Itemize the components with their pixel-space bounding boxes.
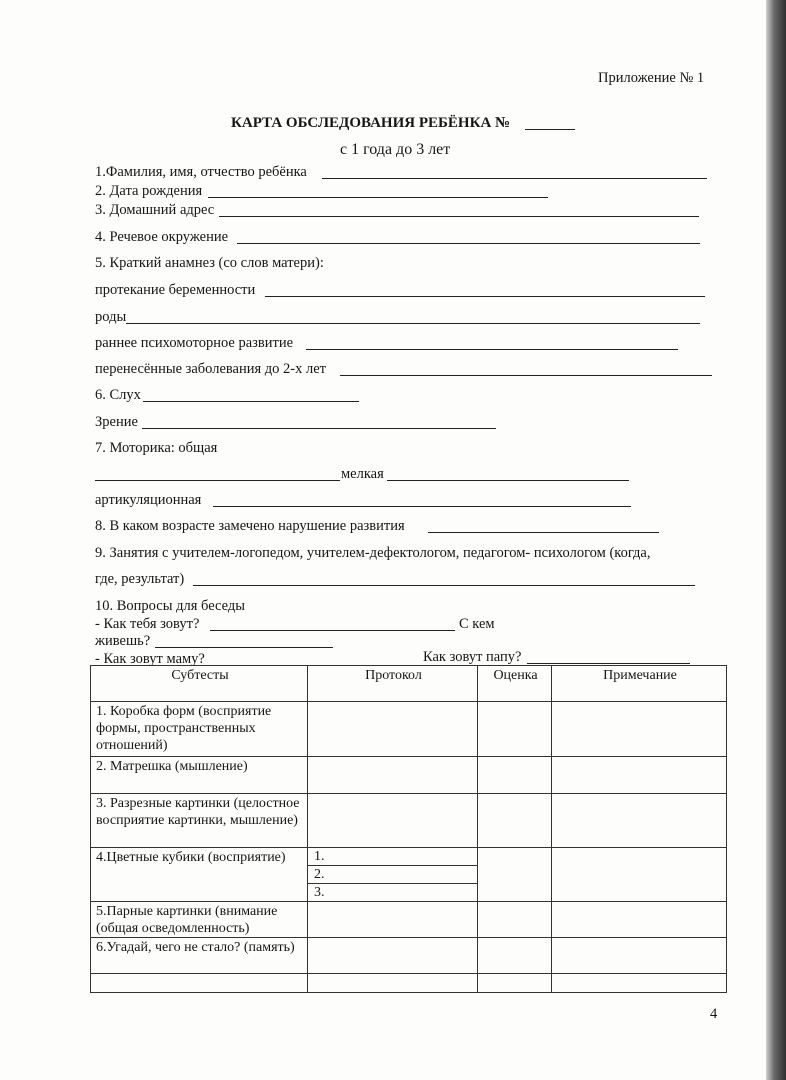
notes-cell <box>552 757 727 794</box>
table-row <box>91 794 727 848</box>
header-subtests: Субтесты <box>91 666 308 702</box>
field-motor-fine-line <box>387 480 629 481</box>
table-row <box>91 702 727 757</box>
field-motor-general-line <box>95 480 340 481</box>
question-name-label: - Как тебя зовут? <box>95 616 200 632</box>
score-cell <box>478 974 552 993</box>
field-hearing-line <box>143 401 359 402</box>
field-anamnesis-label: 5. Краткий анамнез (со слов матери): <box>95 255 324 271</box>
field-speech-env-line <box>237 243 700 244</box>
field-birth-line <box>126 323 700 324</box>
score-cell <box>478 902 552 938</box>
protocol-cell <box>308 757 478 794</box>
subtest-name: 2. Матрешка (мышление) <box>91 757 308 794</box>
field-pregnancy-label: протекание беременности <box>95 282 256 298</box>
field-dob-line <box>208 197 548 198</box>
field-sessions-line <box>193 585 695 586</box>
protocol-cell <box>308 902 478 938</box>
field-vision-label: Зрение <box>95 414 138 430</box>
page-number: 4 <box>710 1006 718 1022</box>
protocol-cell-split <box>308 848 478 902</box>
table-row <box>91 848 727 902</box>
protocol-cell <box>308 794 478 848</box>
subtest-name: 6.Угадай, чего не стало? (память) <box>91 938 308 974</box>
field-diseases-line <box>340 375 712 376</box>
score-cell <box>478 848 552 902</box>
protocol-cell <box>308 974 478 993</box>
field-articulation-line <box>213 506 631 507</box>
table-row <box>91 974 727 993</box>
subtest-name <box>91 974 308 993</box>
question-with-whom-label: С кем <box>459 616 495 632</box>
header-protocol: Протокол <box>308 666 478 702</box>
appendix-label: Приложение № 1 <box>598 70 705 86</box>
header-score: Оценка <box>478 666 552 702</box>
subtest-name: 3. Разрезные картинки (целостное восприятие картинки, мышление) <box>91 794 308 848</box>
field-speech-env-label: 4. Речевое окружение <box>95 229 229 245</box>
field-birth-label: роды <box>95 309 127 325</box>
field-hearing-label: 6. Слух <box>95 387 141 403</box>
questions-title: 10. Вопросы для беседы <box>95 598 245 614</box>
field-dob-label: 2. Дата рождения <box>95 183 203 199</box>
field-fio-label: 1.Фамилия, имя, отчество ребёнка <box>95 164 307 180</box>
page-title: КАРТА ОБСЛЕДОВАНИЯ РЕБЁНКА № <box>231 115 511 131</box>
protocol-subline: 2. <box>308 866 477 884</box>
score-cell <box>478 702 552 757</box>
field-early-dev-label: раннее психомоторное развитие <box>95 335 294 351</box>
question-dad-label: Как зовут папу? <box>423 649 522 665</box>
header-notes: Примечание <box>552 666 727 702</box>
notes-cell <box>552 848 727 902</box>
subtests-table <box>90 665 727 993</box>
protocol-subline: 1. <box>308 848 477 866</box>
field-diseases-label: перенесённые заболевания до 2-х лет <box>95 361 327 377</box>
field-age-noticed-label: 8. В каком возрасте замечено нарушение развития <box>95 518 405 534</box>
protocol-cell <box>308 938 478 974</box>
table-header-row <box>91 666 727 702</box>
score-cell <box>478 938 552 974</box>
question-dad-line <box>527 663 690 664</box>
question-mom-label: - Как зовут маму? <box>95 651 205 667</box>
field-fio-line <box>322 178 707 179</box>
notes-cell <box>552 902 727 938</box>
field-motor-general-label: 7. Моторика: общая <box>95 440 218 456</box>
protocol-subline: 3. <box>314 885 325 900</box>
question-name-line <box>210 630 455 631</box>
subtest-name: 4.Цветные кубики (восприятие) <box>91 848 308 902</box>
field-vision-line <box>142 428 496 429</box>
table-row <box>91 757 727 794</box>
field-early-dev-line <box>306 349 678 350</box>
score-cell <box>478 794 552 848</box>
page-subtitle: с 1 года до 3 лет <box>340 141 451 158</box>
subtest-name: 1. Коробка форм (восприятие формы, пространственных отношений) <box>91 702 308 757</box>
field-articulation-label: артикуляционная <box>95 492 202 508</box>
field-motor-fine-label: мелкая <box>341 466 384 482</box>
protocol-cell <box>308 702 478 757</box>
table-row <box>91 902 727 938</box>
field-sessions-label-line1: 9. Занятия с учителем-логопедом, учителем-дефектологом, педагогом- психологом (когда, <box>95 545 651 561</box>
notes-cell <box>552 938 727 974</box>
question-with-whom-label-cont: живешь? <box>95 633 151 649</box>
field-pregnancy-line <box>265 296 705 297</box>
table-row <box>91 938 727 974</box>
field-sessions-label-line2: где, результат) <box>95 571 185 587</box>
score-cell <box>478 757 552 794</box>
field-address-label: 3. Домашний адрес <box>95 202 215 218</box>
notes-cell <box>552 974 727 993</box>
field-age-noticed-line <box>428 532 659 533</box>
notes-cell <box>552 794 727 848</box>
subtest-name: 5.Парные картинки (внимание (общая осведомленность) <box>91 902 308 938</box>
field-address-line <box>219 216 699 217</box>
question-with-whom-line <box>155 647 333 648</box>
notes-cell <box>552 702 727 757</box>
scan-edge-shadow <box>766 0 786 1080</box>
card-number-blank <box>525 129 575 130</box>
